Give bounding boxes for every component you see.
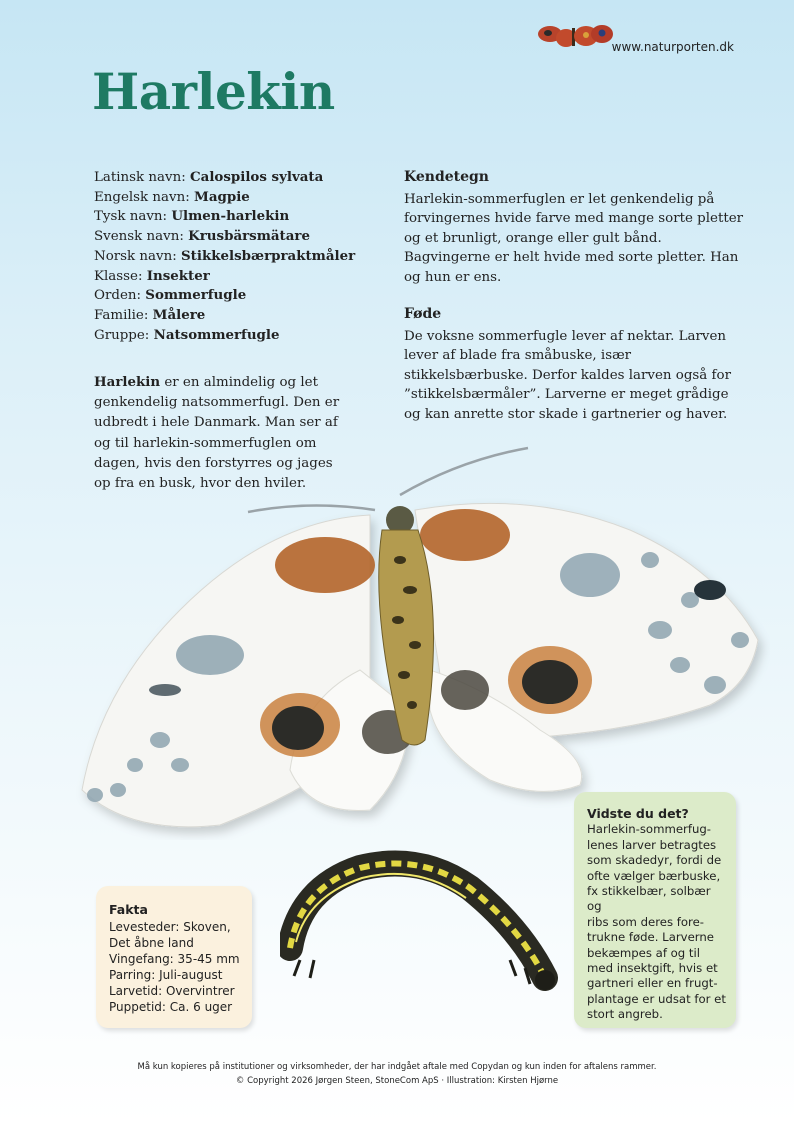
vidste-du-det-box (574, 792, 736, 1028)
kendetegn-text: Harlekin-sommerfuglen er let genkendelig på forvingernes hvide farve med mange sorte pletter og et brunligt, orange eller gult bånd. Bagvingerne er helt hvide med sorte pletter. Han og hun er ens. (404, 191, 744, 285)
fakta-line: Vingefang: 35-45 mm (109, 952, 240, 966)
moth-illustration (70, 440, 770, 840)
vidste-line: Harlekin-sommerfug- (587, 822, 711, 837)
intro-paragraph: Harlekin er en almindelig og let genkendelig natsommerfugl. Den er udbredt i hele Danmark. Man ser af og til harlekin-sommerfuglen om dagen, hvis den forstyrres og jages op fra en busk, hvor den hviler. (94, 374, 340, 492)
fakta-heading: Fakta (109, 902, 148, 917)
vidste-line: bekæmpes af og til (587, 945, 701, 960)
fakta-line: Larvetid: Overvintrer (109, 984, 235, 998)
name-row-class: Klasse: Insekter (94, 267, 210, 284)
name-row-family: Familie: Målere (94, 306, 206, 323)
footer-license: Må kun kopieres på institutioner og virksomheder, der har indgået aftale med Copydan og kun inden for aftalens rammer. (137, 1062, 657, 1072)
fakta-line: Det åbne land (109, 936, 194, 950)
foede-heading: Føde (404, 306, 442, 322)
foede-text: De voksne sommerfugle lever af nektar. Larven lever af blade fra småbuske, især stikkelsbærbuske. Derfor kaldes larven også for ”stikkelsbærmåler”. Larverne er meget grådige og kan anrette stor skade i gartnerier og haver. (404, 328, 731, 422)
name-row-order: Orden: Sommerfugle (94, 287, 247, 304)
vidste-line: som skadedyr, fordi de (587, 853, 722, 868)
vidste-line: ribs som deres fore- (587, 914, 704, 929)
butterfly-logo-icon (536, 18, 616, 54)
vidste-line: ofte vælger bærbuske, (587, 868, 721, 883)
fakta-line: Levesteder: Skoven, (109, 920, 231, 934)
name-row-latin: Latinsk navn: Calospilos sylvata (94, 169, 324, 185)
vidste-line: fx stikkelbær, solbær og (587, 884, 711, 914)
larva-illustration (280, 848, 560, 998)
fakta-line: Parring: Juli-august (109, 968, 223, 982)
vidste-line: med insektgift, hvis et (587, 961, 718, 976)
page-title: Harlekin (92, 62, 335, 121)
name-row-german: Tysk navn: Ulmen-harlekin (94, 208, 290, 225)
vidste-line: stort angreb. (587, 1007, 663, 1022)
name-row-group: Gruppe: Natsommerfugle (94, 326, 280, 343)
vidste-line: gartneri eller en frugt- (587, 976, 718, 991)
fakta-box (96, 886, 252, 1028)
name-row-swedish: Svensk navn: Krusbärsmätare (94, 228, 310, 245)
footer (0, 1060, 794, 1088)
fakta-line: Puppetid: Ca. 6 uger (109, 1000, 233, 1014)
name-row-norwegian: Norsk navn: Stikkelsbærpraktmåler (94, 247, 356, 264)
kendetegn-heading: Kendetegn (404, 169, 489, 185)
vidste-line: trukne føde. Larverne (587, 930, 714, 945)
name-row-english: Engelsk navn: Magpie (94, 188, 250, 205)
footer-copyright: © Copyright 2026 Jørgen Steen, StoneCom ApS · Illustration: Kirsten Hjørne (235, 1076, 559, 1086)
info-column (404, 168, 744, 442)
vidste-line: lenes larver betragtes (587, 837, 717, 852)
vidste-line: plantage er udsat for et (587, 991, 726, 1006)
vidste-heading: Vidste du det? (587, 806, 689, 821)
site-url: www.naturporten.dk (611, 40, 734, 54)
names-list (94, 168, 394, 345)
